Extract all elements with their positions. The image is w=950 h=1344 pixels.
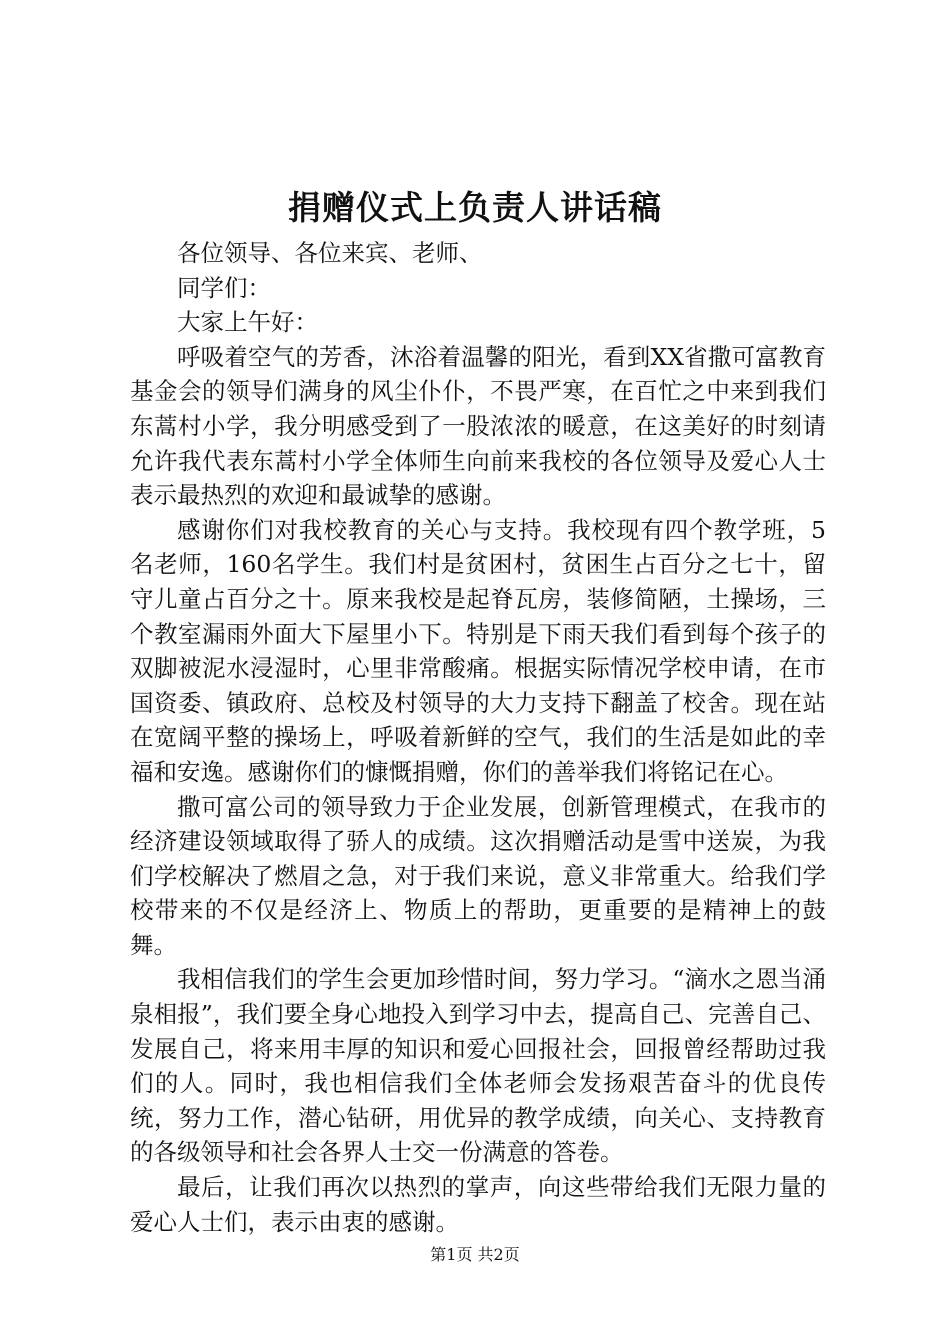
greeting-line: 各位领导、各位来宾、老师、 <box>177 239 483 267</box>
body-paragraph: 撒可富公司的领导致力于企业发展，创新管理模式，在我市的经济建设领域取得了骄人的成绩。这次捐赠活动是雪中送炭，为我们学校解决了燃眉之急，对于我们来说，意义非常重大。给我们学校带来的不仅是经济上、物质上的帮助，更重要的是精神上的鼓舞。 <box>130 792 826 959</box>
document-body <box>130 236 826 1239</box>
body-paragraph: 最后，让我们再次以热烈的掌声，向这些带给我们无限力量的爱心人士们，表示由衷的感谢。 <box>130 1173 826 1236</box>
body-paragraph: 感谢你们对我校教育的关心与支持。我校现有四个教学班，5名老师，160名学生。我们村是贫困村，贫困生占百分之七十，留守儿童占百分之十。原来我校是起脊瓦房，装修简陋，土操场，三个教室漏雨外面大下屋里小下。特别是下雨天我们看到每个孩子的双脚被泥水浸湿时，心里非常酸痛。根据实际情况学校申请，在市国资委、镇政府、总校及村领导的大力支持下翻盖了校舍。现在站在宽阔平整的操场上，呼吸着新鲜的空气，我们的生活是如此的幸福和安逸。感谢你们的慷慨捐赠，你们的善举我们将铭记在心。 <box>130 515 826 786</box>
body-paragraph: 呼吸着空气的芳香，沐浴着温馨的阳光，看到XX省撒可富教育基金会的领导们满身的风尘仆仆，不畏严寒，在百忙之中来到我们东蒿村小学，我分明感受到了一股浓浓的暖意，在这美好的时刻请允许我代表东蒿村小学全体师生向前来我校的各位领导及爱心人士表示最热烈的欢迎和最诚挚的感谢。 <box>130 342 826 510</box>
body-paragraph: 我相信我们的学生会更加珍惜时间，努力学习。“滴水之恩当涌泉相报”，我们要全身心地投入到学习中去，提高自己、完善自己、发展自己，将来用丰厚的知识和爱心回报社会，回报曾经帮助过我们的人。同时，我也相信我们全体老师会发扬艰苦奋斗的优良传统，努力工作，潜心钻研，用优异的教学成绩，向关心、支持教育的各级领导和社会各界人士交一份满意的答卷。 <box>130 965 826 1167</box>
page-title: 捐赠仪式上负责人讲话稿 <box>288 188 662 227</box>
page-number-footer: 第1页 共2页 <box>430 1245 520 1264</box>
greeting-line: 大家上午好： <box>177 308 318 337</box>
greeting-line: 同学们： <box>177 273 271 302</box>
